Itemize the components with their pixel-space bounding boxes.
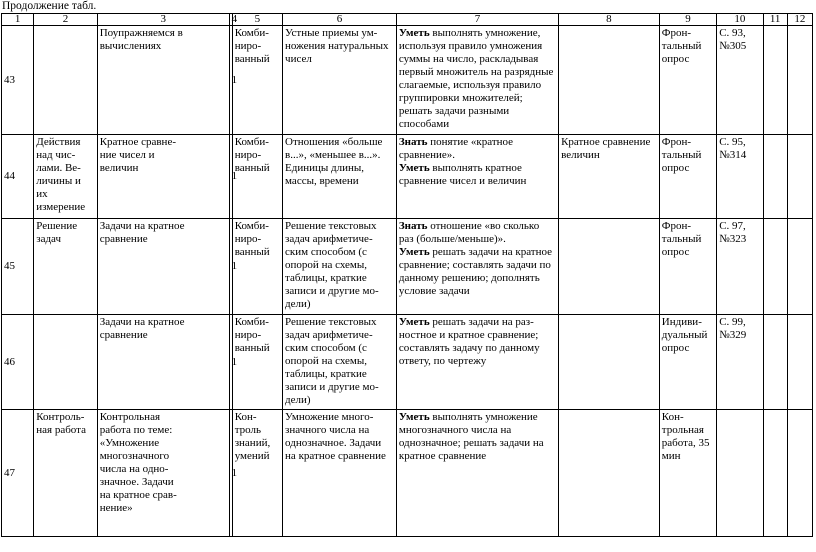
- content-elements: Решение текстовых задач арифметиче- ским способом (с опорой на схемы, таблицы, краткие записи и другие мо- дели): [283, 219, 397, 315]
- column-number-11: 11: [763, 14, 787, 26]
- section-cell: Решение задач: [34, 219, 97, 315]
- hours-cell: 1: [229, 410, 232, 537]
- column-12-cell: [787, 315, 812, 410]
- textbook-reference: С. 97, №323: [717, 219, 763, 315]
- requirement-keyword: Уметь: [398, 316, 430, 328]
- control-type: Индиви- дуальный опрос: [659, 315, 716, 410]
- requirement-text: выполнять кратное сравнение чисел и величин: [398, 162, 527, 187]
- hours-cell: 1: [229, 315, 232, 410]
- column-number-4: 4: [229, 14, 232, 26]
- column-11-cell: [763, 135, 787, 219]
- column-11-cell: [763, 26, 787, 135]
- section-cell: Действия над чис- лами. Ве- личины и их измерение: [34, 135, 97, 219]
- column-number-5: 5: [232, 14, 282, 26]
- control-type: Кон- трольная работа, 35 мин: [659, 410, 716, 537]
- requirements-cell: [396, 26, 558, 135]
- lesson-number: 43: [2, 26, 34, 135]
- control-type: Фрон- тальный опрос: [659, 135, 716, 219]
- column-number-9: 9: [659, 14, 716, 26]
- content-elements: Умножение много- значного числа на однозначное. Задачи на кратное сравнение: [283, 410, 397, 537]
- requirements-cell: [396, 219, 558, 315]
- lesson-topic: Контрольная работа по теме: «Умножение многозначного числа на одно- значное. Задачи на кратное срав- нение»: [97, 410, 229, 537]
- lesson-topic: Задачи на кратное сравнение: [97, 315, 229, 410]
- hours-cell: 1: [229, 135, 232, 219]
- extra-content-cell: [559, 26, 660, 135]
- extra-content-cell: [559, 219, 660, 315]
- control-type: Фрон- тальный опрос: [659, 26, 716, 135]
- content-elements: Отношения «больше в...», «меньшее в...». Единицы длины, массы, времени: [283, 135, 397, 219]
- lesson-number: 47: [2, 410, 34, 537]
- content-elements: Устные приемы ум- ножения натуральных чисел: [283, 26, 397, 135]
- column-number-row: [2, 14, 813, 26]
- column-number-10: 10: [717, 14, 763, 26]
- requirement-keyword: Уметь: [398, 411, 430, 423]
- requirement-text: решать задачи на кратное сравнение; составлять задачи по данному решению; дополнять условие задачи: [398, 246, 553, 297]
- requirement-text: решать задачи на раз- ностное и кратное сравнение; составлять задачу по данному ответу, по чертежу: [398, 316, 540, 367]
- column-number-12: 12: [787, 14, 812, 26]
- textbook-reference: С. 99, №329: [717, 315, 763, 410]
- table-caption: Продолжение табл.: [2, 0, 97, 12]
- requirement-keyword: Уметь: [398, 246, 430, 258]
- lesson-number: 44: [2, 135, 34, 219]
- extra-content-cell: [559, 410, 660, 537]
- column-11-cell: [763, 410, 787, 537]
- lesson-topic: Задачи на кратное сравнение: [97, 219, 229, 315]
- table-row: [2, 219, 813, 315]
- table-row: [2, 26, 813, 135]
- lesson-type: Кон- троль знаний, умений: [232, 410, 282, 537]
- textbook-reference: [717, 410, 763, 537]
- section-cell: [34, 26, 97, 135]
- content-elements: Решение текстовых задач арифметиче- ским способом (с опорой на схемы, таблицы, краткие записи и другие мо- дели): [283, 315, 397, 410]
- column-12-cell: [787, 135, 812, 219]
- column-number-7: 7: [396, 14, 558, 26]
- lesson-type: Комби- ниро- ванный: [232, 219, 282, 315]
- table-row: [2, 135, 813, 219]
- requirements-cell: [396, 135, 558, 219]
- requirement-keyword: Знать: [398, 136, 428, 148]
- column-11-cell: [763, 315, 787, 410]
- lesson-type: Комби- ниро- ванный: [232, 26, 282, 135]
- column-12-cell: [787, 26, 812, 135]
- column-12-cell: [787, 219, 812, 315]
- requirement-text: выполнять умножение многозначного числа на однозначное; решать задачи на кратное сравнение: [398, 411, 544, 462]
- column-number-1: 1: [2, 14, 34, 26]
- extra-content-cell: [559, 315, 660, 410]
- extra-content-cell: Кратное сравнение величин: [559, 135, 660, 219]
- lesson-type: Комби- ниро- ванный: [232, 315, 282, 410]
- requirements-cell: [396, 315, 558, 410]
- textbook-reference: С. 93, №305: [717, 26, 763, 135]
- column-number-6: 6: [283, 14, 397, 26]
- section-cell: Контроль- ная работа: [34, 410, 97, 537]
- lesson-plan-table: [1, 13, 813, 537]
- column-12-cell: [787, 410, 812, 537]
- column-number-8: 8: [559, 14, 660, 26]
- requirements-cell: [396, 410, 558, 537]
- column-number-3: 3: [97, 14, 229, 26]
- column-number-2: 2: [34, 14, 97, 26]
- lesson-number: 45: [2, 219, 34, 315]
- requirement-keyword: Уметь: [398, 162, 430, 174]
- control-type: Фрон- тальный опрос: [659, 219, 716, 315]
- column-11-cell: [763, 219, 787, 315]
- section-cell: [34, 315, 97, 410]
- requirement-text: отношение «во сколько раз (больше/меньше)».: [398, 220, 540, 245]
- requirement-text: выполнять умножение, используя правило умножения суммы на число, раскладывая первый множитель на разрядные слагаемые, используя правило группировки множителей; решать задачи разными способами: [398, 27, 554, 130]
- textbook-reference: С. 95, №314: [717, 135, 763, 219]
- requirement-text: понятие «кратное сравнение».: [398, 136, 514, 161]
- table-row: [2, 315, 813, 410]
- lesson-number: 46: [2, 315, 34, 410]
- lesson-topic: Поупражняемся в вычислениях: [97, 26, 229, 135]
- hours-cell: 1: [229, 219, 232, 315]
- requirement-keyword: Знать: [398, 220, 428, 232]
- requirement-keyword: Уметь: [398, 27, 430, 39]
- lesson-type: Комби- ниро- ванный: [232, 135, 282, 219]
- table-row: [2, 410, 813, 537]
- hours-cell: 1: [229, 26, 232, 135]
- lesson-topic: Кратное сравне- ние чисел и величин: [97, 135, 229, 219]
